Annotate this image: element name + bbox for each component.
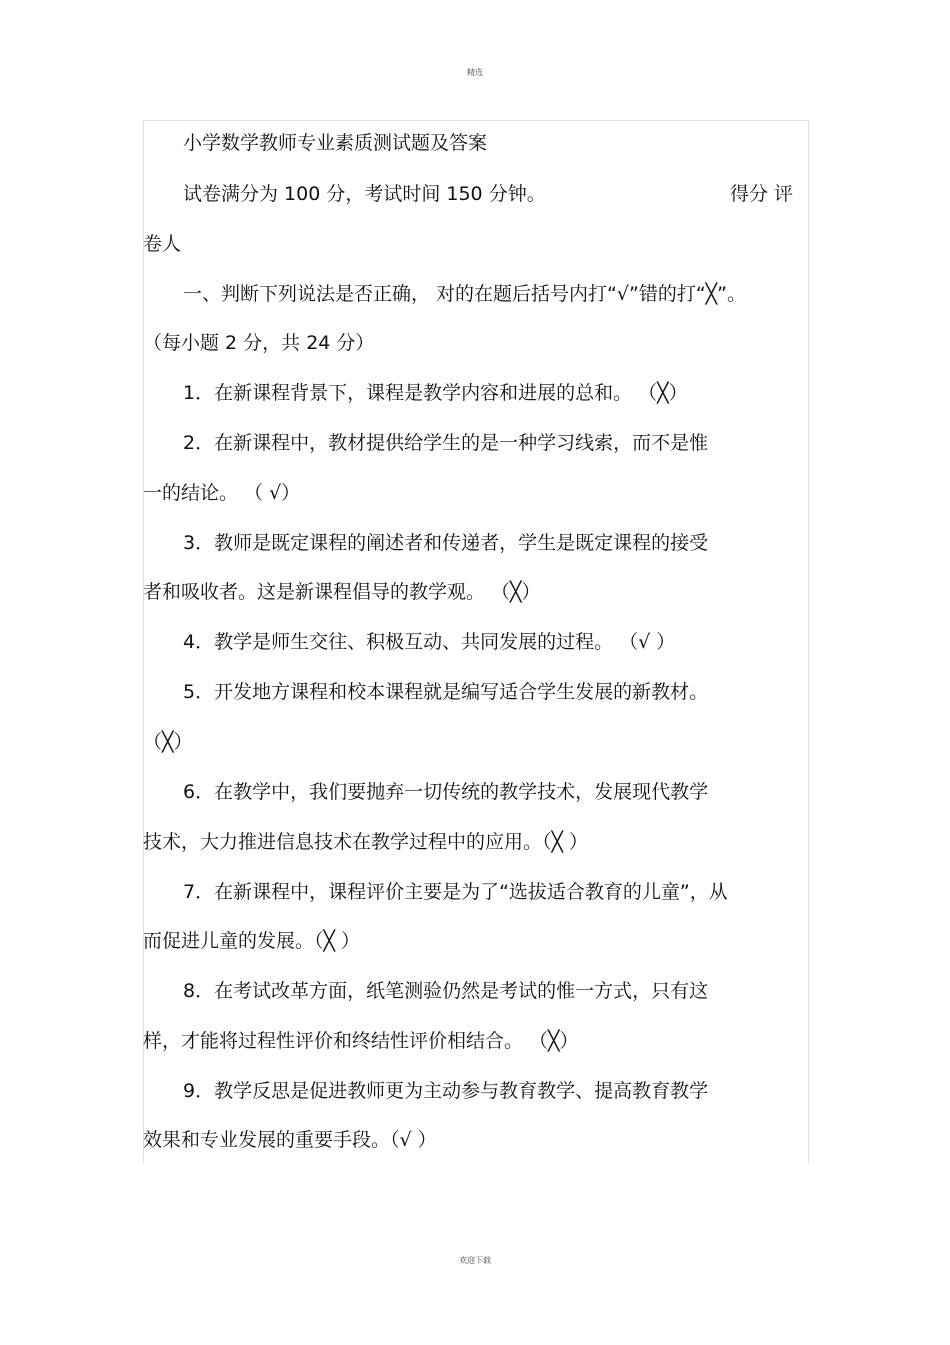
page-footer: 欢迎下载: [459, 1256, 491, 1265]
question-2: 2．在新课程中，教材提供给学生的是一种学习线索，而不是惟: [183, 432, 709, 454]
score-label-continued: 卷人: [143, 233, 182, 255]
question-6: 6．在教学中，我们要抛弃一切传统的教学技术，发展现代教学: [183, 781, 709, 803]
question-9: 9．教学反思是促进教师更为主动参与教育教学、提高教育教学: [183, 1080, 709, 1102]
question-3-cont: 者和吸收者。这是新课程倡导的教学观。 （╳）: [143, 581, 541, 603]
document-title: 小学数学教师专业素质测试题及答案: [183, 132, 488, 154]
exam-info: 试卷满分为 100 分，考试时间 150 分钟。: [183, 183, 546, 205]
question-9-cont: 效果和专业发展的重要手段。（√ ）: [143, 1129, 437, 1151]
question-5-cont: （╳）: [143, 731, 193, 753]
question-8: 8．在考试改革方面，纸笔测验仍然是考试的惟一方式，只有这: [183, 980, 709, 1002]
section1-scoring: （每小题 2 分，共 24 分）: [143, 332, 375, 354]
question-5: 5．开发地方课程和校本课程就是编写适合学生发展的新教材。: [183, 681, 709, 703]
question-2-cont: 一的结论。 （ √）: [143, 482, 301, 504]
section1-instruction: 一、判断下列说法是否正确， 对的在题后括号内打“√”错的打“╳”。: [183, 283, 746, 305]
question-6-cont: 技术，大力推进信息技术在教学过程中的应用。（╳ ）: [143, 831, 588, 853]
question-8-cont: 样，才能将过程性评价和终结性评价相结合。 （╳）: [143, 1030, 579, 1052]
question-7: 7．在新课程中，课程评价主要是为了“选拔适合教育的儿童”，从: [183, 881, 728, 903]
question-3: 3．教师是既定课程的阐述者和传递者，学生是既定课程的接受: [183, 532, 709, 554]
question-4: 4．教学是师生交往、积极互动、共同发展的过程。 （√ ）: [183, 631, 676, 653]
score-label: 得分 评: [730, 183, 794, 205]
question-1: 1．在新课程背景下，课程是教学内容和进展的总和。 （╳）: [183, 382, 688, 404]
page-header: 精选: [467, 68, 483, 77]
question-7-cont: 而促进儿童的发展。（╳ ）: [143, 930, 360, 952]
